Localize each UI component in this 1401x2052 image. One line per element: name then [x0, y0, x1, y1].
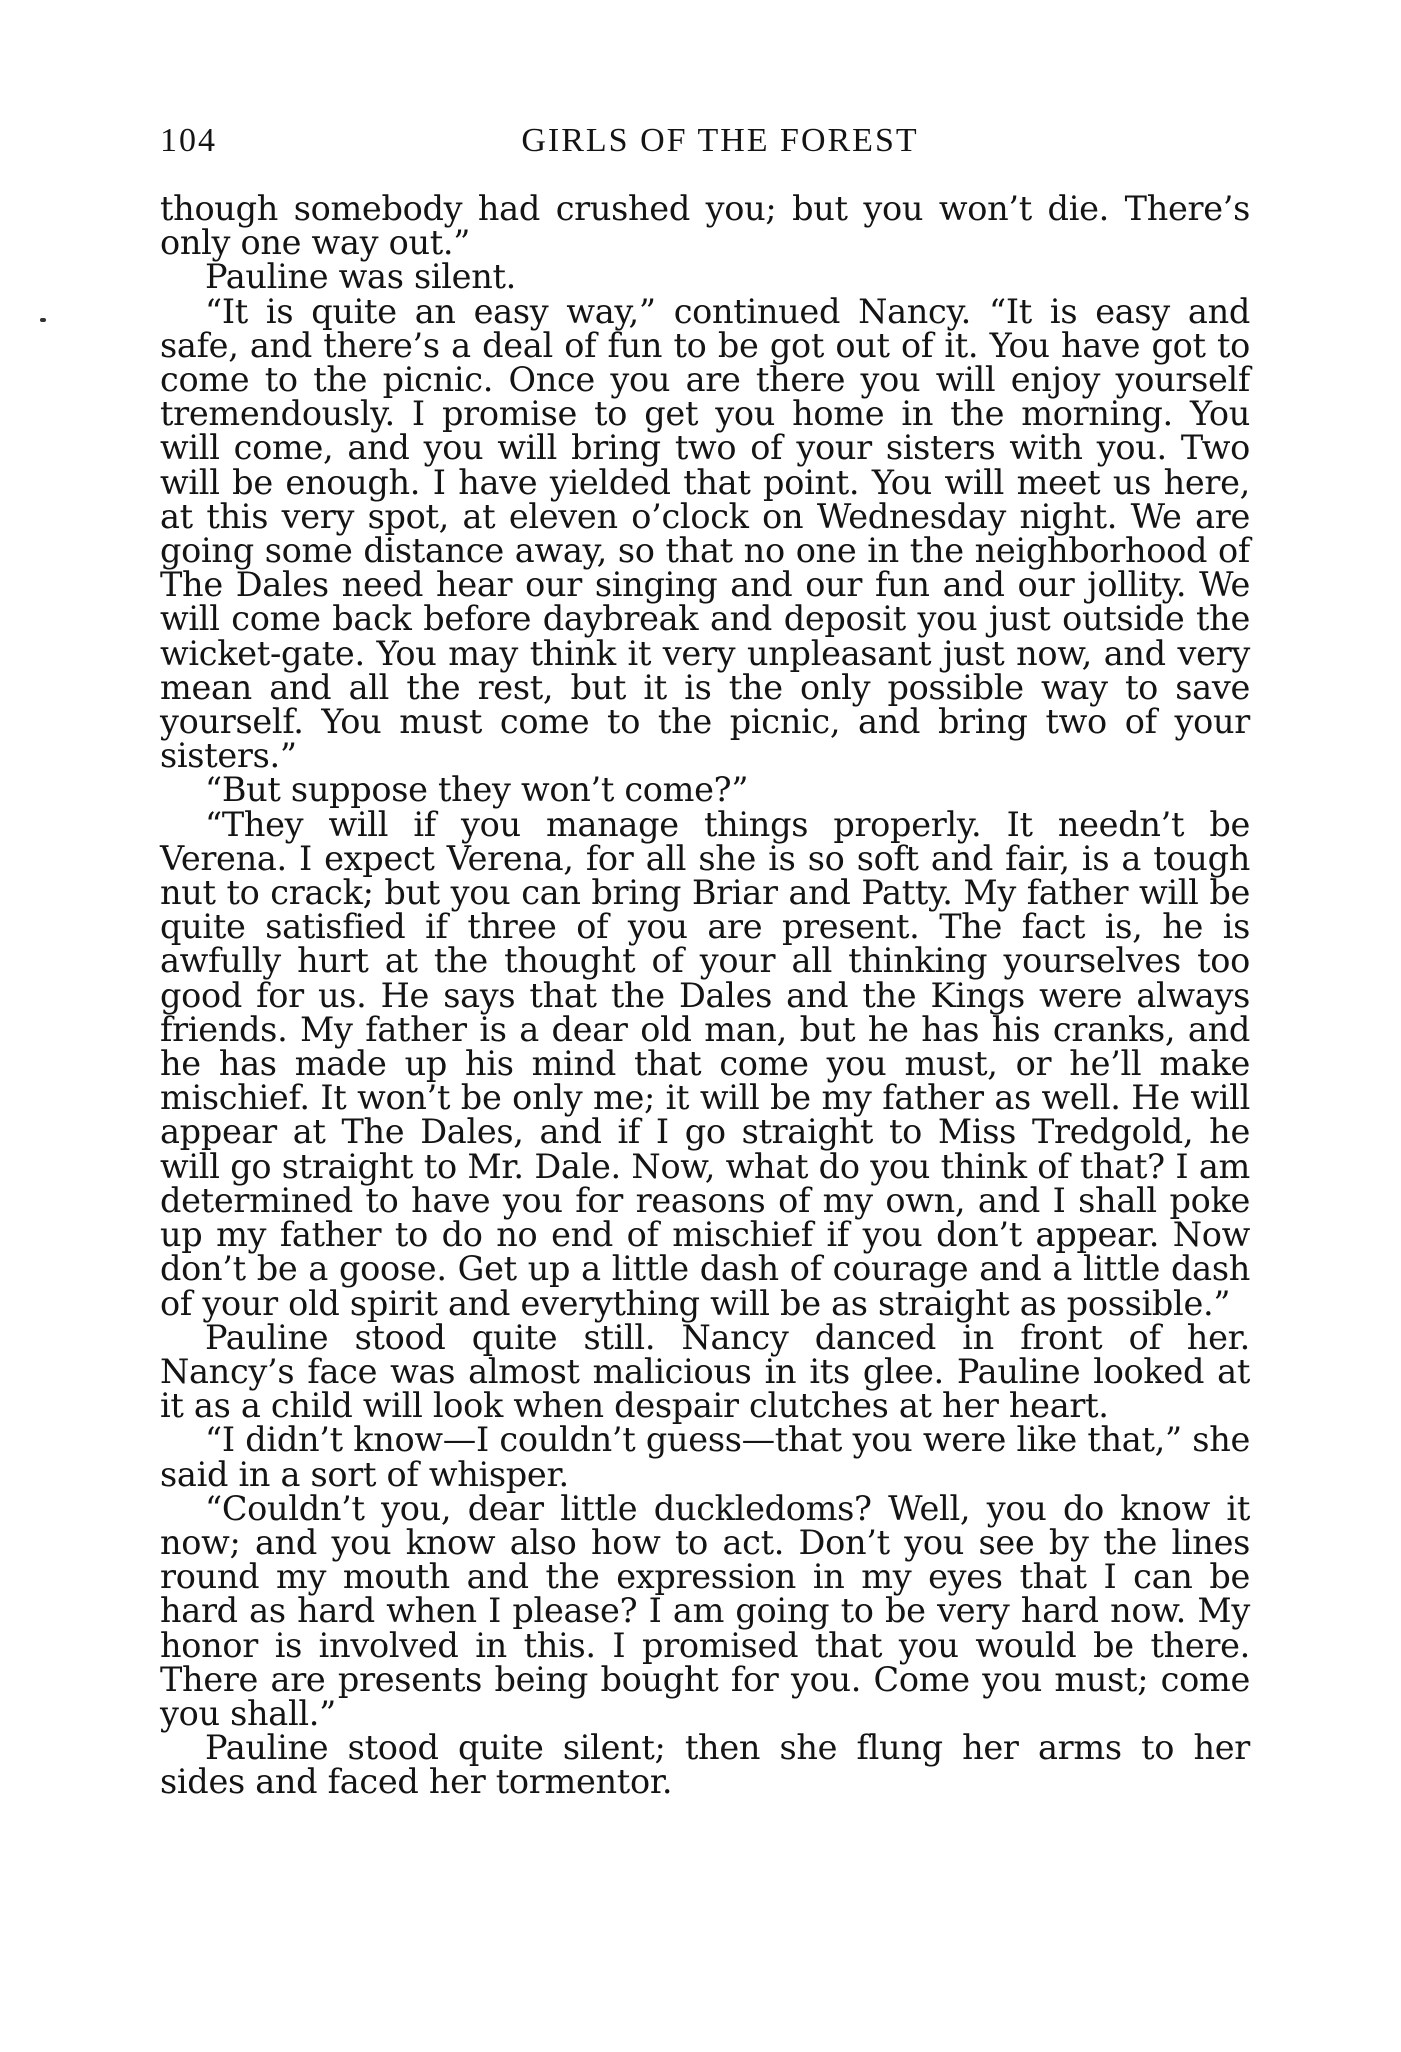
- page-number: 104: [160, 122, 217, 159]
- paragraph: Pauline stood quite still. Nancy danced in front of her. Nancy’s face was almost malicious in its glee. Pauline looked at it as a child will look when despair clutches at her heart.: [160, 1317, 1250, 1426]
- paragraph: “I didn’t know—I couldn’t guess—that you were like that,” she said in a sort of whisper.: [160, 1420, 1250, 1494]
- paragraph: “They will if you manage things properly. It needn’t be Verena. I expect Verena, for all she is so soft and fair, is a tough nut to crack; but you can bring Briar and Patty. My father will be quite satisfied if three of you are present. The fact is, he is awfully hurt at the thought of your all thinking yourselves too good for us. He says that the Dales and the Kings were always friends. My father is a dear old man, but he has his cranks, and he has made up his mind that come you must, or he’ll make mischief. It won’t be only me; it will be my father as well. He will appear at The Dales, and if I go straight to Miss Tredgold, he will go straight to Mr. Dale. Now, what do you think of that? I am determined to have you for reasons of my own, and I shall poke up my father to do no end of mischief if you don’t appear. Now don’t be a goose. Get up a little dash of courage and a little dash of your old spirit and everything will be as straight as possible.”: [160, 804, 1250, 1323]
- paragraph: though somebody had crushed you; but you won’t die. There’s only one way out.”: [160, 189, 1250, 263]
- paragraph: Pauline was silent.: [205, 257, 516, 297]
- running-title: GIRLS OF THE FOREST: [521, 122, 919, 159]
- page-header: [160, 122, 1250, 172]
- stray-ink-mark: [40, 318, 46, 322]
- body-text: [160, 189, 1250, 1802]
- paragraph: Pauline stood quite silent; then she flung her arms to her sides and faced her tormentor.: [160, 1728, 1250, 1802]
- paragraph: “But suppose they won’t come?”: [205, 770, 749, 810]
- paragraph: “It is quite an easy way,” continued Nancy. “It is easy and safe, and there’s a deal of fun to be got out of it. You have got to come to the picnic. Once you are there you will enjoy yourself tremendously. I promise to get you home in the morning. You will come, and you will bring two of your sisters with you. Two will be enough. I have yielded that point. You will meet us here, at this very spot, at eleven o’clock on Wednesday night. We are going some distance away, so that no one in the neighborhood of The Dales need hear our singing and our fun and our jollity. We will come back before daybreak and deposit you just outside the wicket-gate. You may think it very unpleasant just now, and very mean and all the rest, but it is the only possible way to save yourself. You must come to the picnic, and bring two of your sisters.”: [160, 291, 1250, 776]
- paragraph: “Couldn’t you, dear little duckledoms? Well, you do know it now; and you know also how to act. Don’t you see by the lines round my mouth and the expression in my eyes that I can be hard as hard when I please? I am going to be very hard now. My honor is involved in this. I promised that you would be there. There are presents being bought for you. Come you must; come you shall.”: [160, 1488, 1250, 1733]
